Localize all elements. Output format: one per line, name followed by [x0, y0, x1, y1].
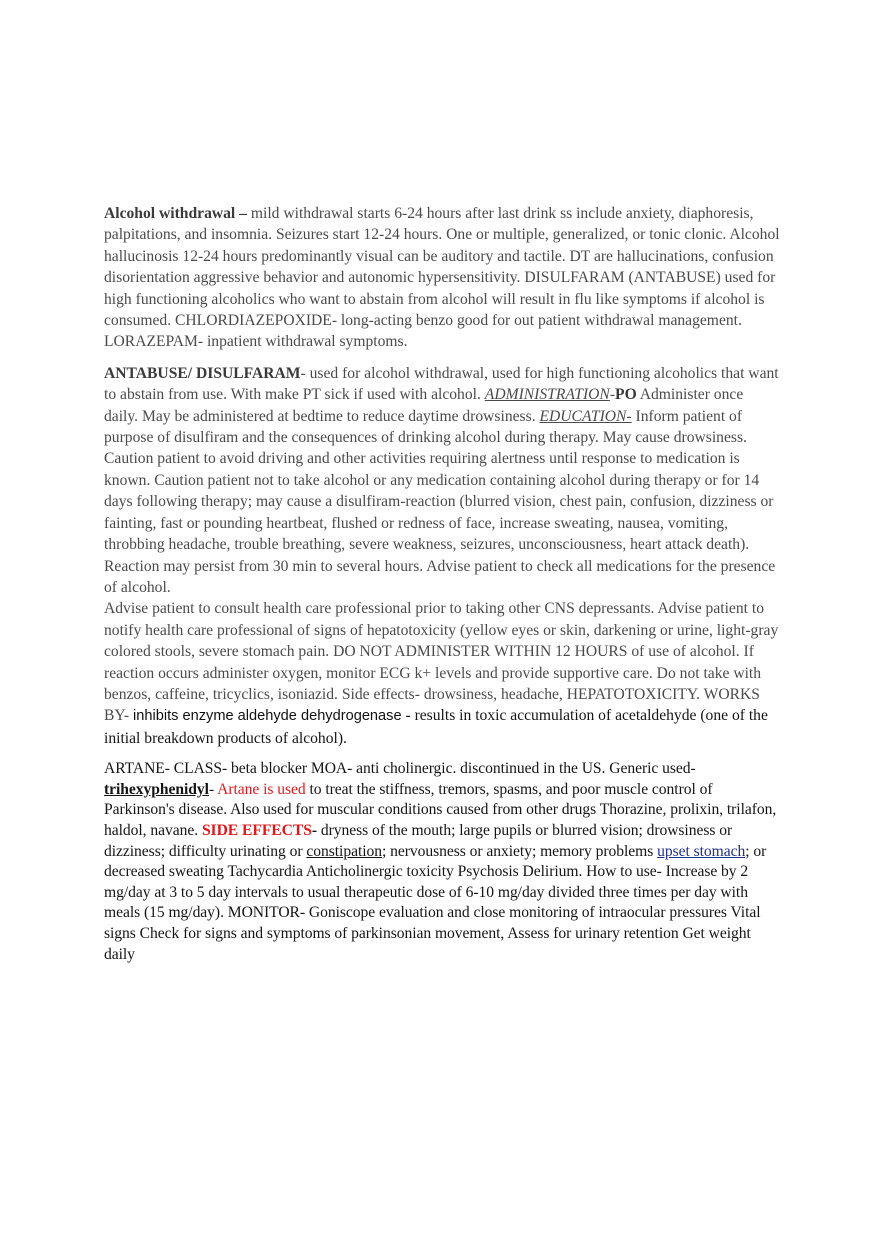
side-effects-text-2: ; nervousness or anxiety; memory problems: [382, 842, 658, 860]
administration-text: Administer once daily. May be administered at bedtime to reduce daytime drowsiness.: [104, 386, 744, 425]
artane-use-text: to treat the stiffness, tremors, spasms, and poor muscle control of Parkinson's disease. Also used for muscular conditions caused from other drugs Thorazine, prolixin, trilafon, haldol, navane.: [104, 780, 777, 839]
generic-name: trihexyphenidyl: [104, 780, 209, 798]
antabuse-paragraph: [104, 363, 780, 598]
works-by-text: inhibits enzyme aldehyde dehydrogenase: [133, 708, 402, 725]
side-effects-text-1: dryness of the mouth; large pupils or blurred vision; drowsiness or dizziness; difficulty urinating or: [104, 821, 733, 860]
advise-text: Advise patient to consult health care professional prior to taking other CNS depressants. Advise patient to notify health care professional of signs of hepatotoxicity (yellow eyes or skin, darkening or urine, light-gray colored stools, severe stomach pain. DO NOT ADMINISTER WITHIN 12 HOURS of use of alcohol. If reaction occurs administer oxygen, monitor ECG k+ levels and provide supportive care. Do not take with benzos, caffeine, tricyclics, isoniazid. Side effects- drowsiness, headache, HEPATOTOXICITY. WORKS BY-: [104, 600, 779, 725]
constipation-link[interactable]: constipation: [306, 842, 383, 860]
works-by-tail: - results in toxic accumulation of acetaldehyde (one of the initial breakdown products of alcohol).: [104, 707, 768, 747]
side-effects-dash: -: [311, 821, 317, 839]
artane-intro: ARTANE- CLASS- beta blocker MOA- anti cholinergic. discontinued in the US. Generic used-: [104, 760, 696, 778]
education-text: Inform patient of purpose of disulfiram and the consequences of drinking alcohol during therapy. May cause drowsiness. Caution patient to avoid driving and other activities requiring alertness until response to medication is known. Caution patient not to take alcohol or any medication containing alcohol during therapy or for 14 days following therapy; may cause a disulfiram-reaction (blurred vision, chest pain, confusion, dizziness or fainting, fast or pounding heartbeat, flushed or redness of face, increase sweating, nausea, vomiting, throbbing headache, trouble breathing, severe weakness, seizures, unconsciousness, heart attack death). Reaction may persist from 30 min to several hours. Advise patient to check all medications for the presence of alcohol.: [104, 407, 776, 596]
antabuse-intro: - used for alcohol withdrawal, used for high functioning alcoholics that want to abstain from use. With make PT sick if used with alcohol.: [104, 364, 779, 404]
alcohol-withdrawal-heading: Alcohol withdrawal: [104, 205, 236, 222]
heading-dash: –: [235, 205, 251, 222]
artane-paragraph: [104, 759, 780, 965]
antabuse-advise-paragraph: [104, 598, 780, 749]
generic-dash: -: [208, 780, 215, 798]
education-label: EDUCATION-: [539, 407, 632, 425]
administration-dash: -: [609, 386, 616, 404]
side-effects-text-3: ; or decreased sweating Tachycardia Anticholinergic toxicity Psychosis Delirium. How to use-: [104, 842, 767, 881]
artane-red-text: Artane is used: [214, 780, 306, 798]
side-effects-label: SIDE EFFECTS: [201, 821, 312, 839]
antabuse-heading: ANTABUSE/ DISULFARAM: [104, 364, 301, 382]
upset-stomach-link[interactable]: upset stomach: [657, 842, 746, 860]
alcohol-withdrawal-body: mild withdrawal starts 6-24 hours after last drink ss include anxiety, diaphoresis, palpitations, and insomnia. Seizures start 12-24 hours. One or multiple, generalized, or tonic clonic. Alcohol hallucinosis 12-24 hours predominantly visual can be auditory and tactile. DT are hallucinations, confusion disorientation aggressive behavior and autonomic hypersensitivity. DISULFARAM (ANTABUSE) used for high functioning alcoholics who want to abstain from alcohol will result in flu like symptoms if alcohol is consumed. CHLORDIAZEPOXIDE- long-acting benzo good for out patient withdrawal management. LORAZEPAM- inpatient withdrawal symptoms.: [104, 205, 780, 351]
administration-label: ADMINISTRATION: [484, 386, 610, 404]
how-to-use-text: Increase by 2 mg/day at 3 to 5 day intervals to usual therapeutic dose of 6-10 mg/day divided three times per day with meals (15 mg/day). MONITOR- Goniscope evaluation and close monitoring of intraocular pressures Vital signs Check for signs and symptoms of parkinsonian movement, Assess for urinary retention Get weight daily: [104, 863, 761, 963]
alcohol-withdrawal-paragraph: [104, 203, 780, 353]
administration-route: PO: [615, 386, 637, 404]
document-page: [104, 203, 780, 975]
